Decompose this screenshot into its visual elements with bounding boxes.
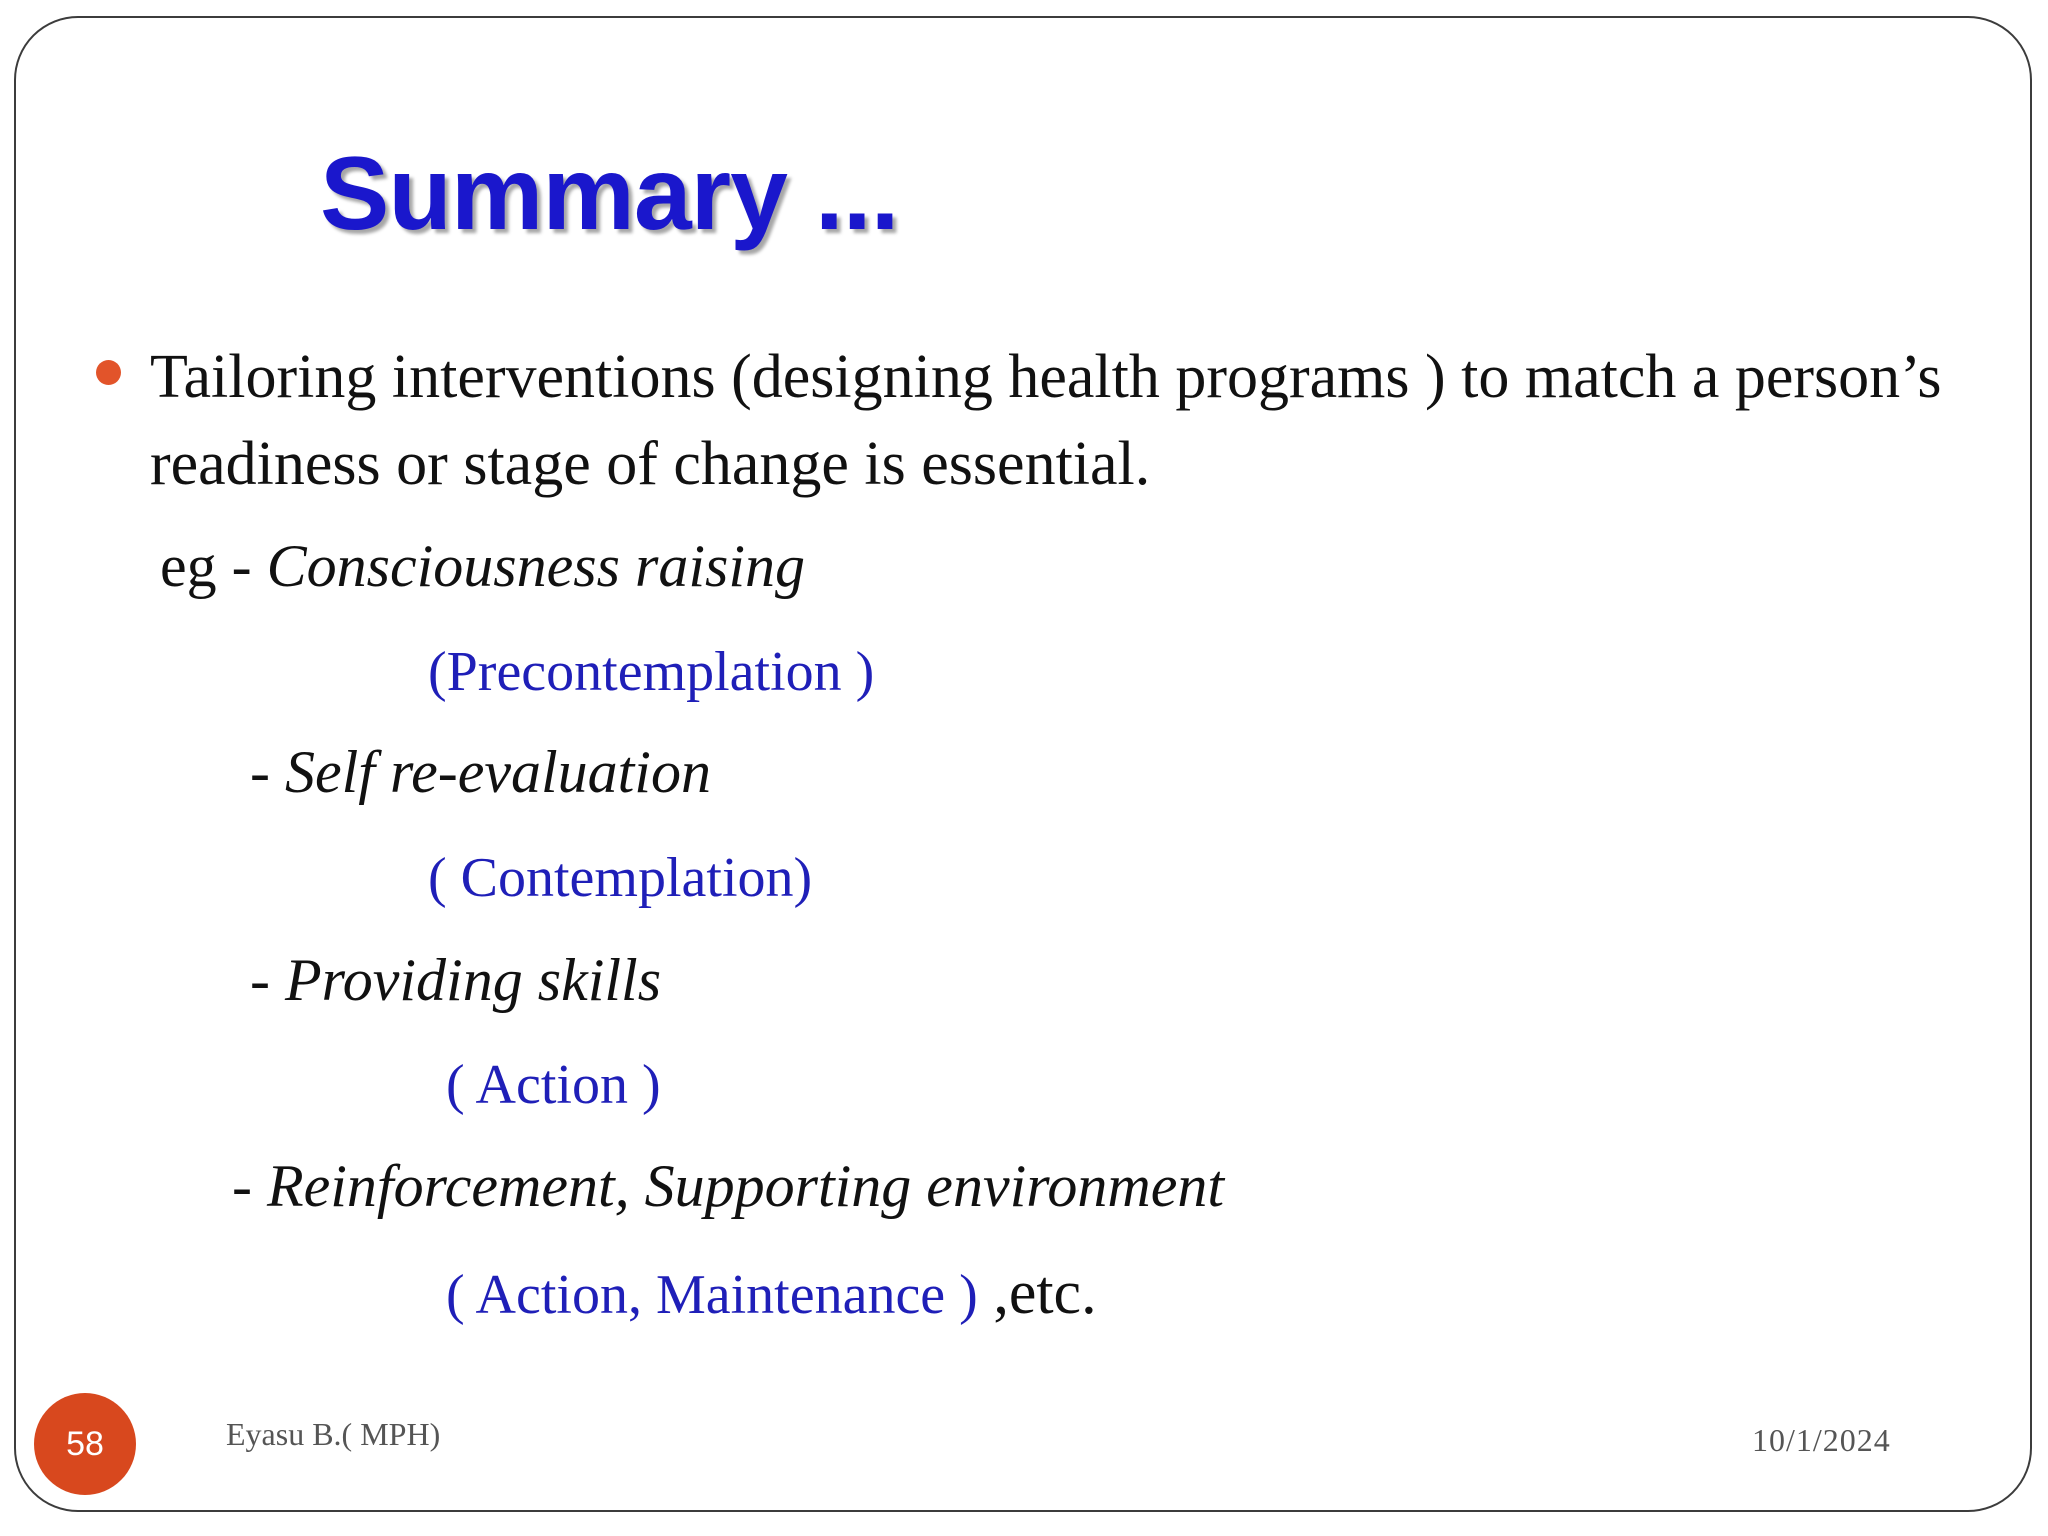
example-suffix: ,etc. xyxy=(977,1259,1097,1327)
footer-date: 10/1/2024 xyxy=(1752,1422,1891,1458)
example-process: Providing skills xyxy=(284,947,662,1013)
page-number-badge: 58 xyxy=(34,1393,136,1495)
example-stage-text: ( Action, Maintenance ) xyxy=(446,1264,978,1326)
example-stage-4 xyxy=(446,1259,1097,1327)
slide-title: Summary ... xyxy=(320,136,899,252)
bullet-text: Tailoring interventions (designing health programs ) to match a person’s readiness or stage of change is essential. xyxy=(150,343,1942,498)
example-prefix: - xyxy=(250,947,285,1013)
example-line-2 xyxy=(250,739,711,805)
example-prefix: - xyxy=(232,1153,267,1219)
example-line-1 xyxy=(160,533,806,599)
bullet-icon xyxy=(96,360,121,385)
example-stage-3: ( Action ) xyxy=(446,1054,661,1116)
example-process: Consciousness raising xyxy=(266,533,806,599)
example-process: Reinforcement, Supporting environment xyxy=(266,1153,1224,1219)
example-line-4 xyxy=(232,1153,1224,1219)
example-stage-2: ( Contemplation) xyxy=(428,847,813,909)
example-prefix: eg - xyxy=(160,533,267,599)
footer-author: Eyasu B.( MPH) xyxy=(226,1416,441,1452)
example-process: Self re-evaluation xyxy=(284,739,711,805)
example-stage-1: (Precontemplation ) xyxy=(428,641,875,703)
example-line-3 xyxy=(250,947,662,1013)
example-prefix: - xyxy=(250,739,285,805)
